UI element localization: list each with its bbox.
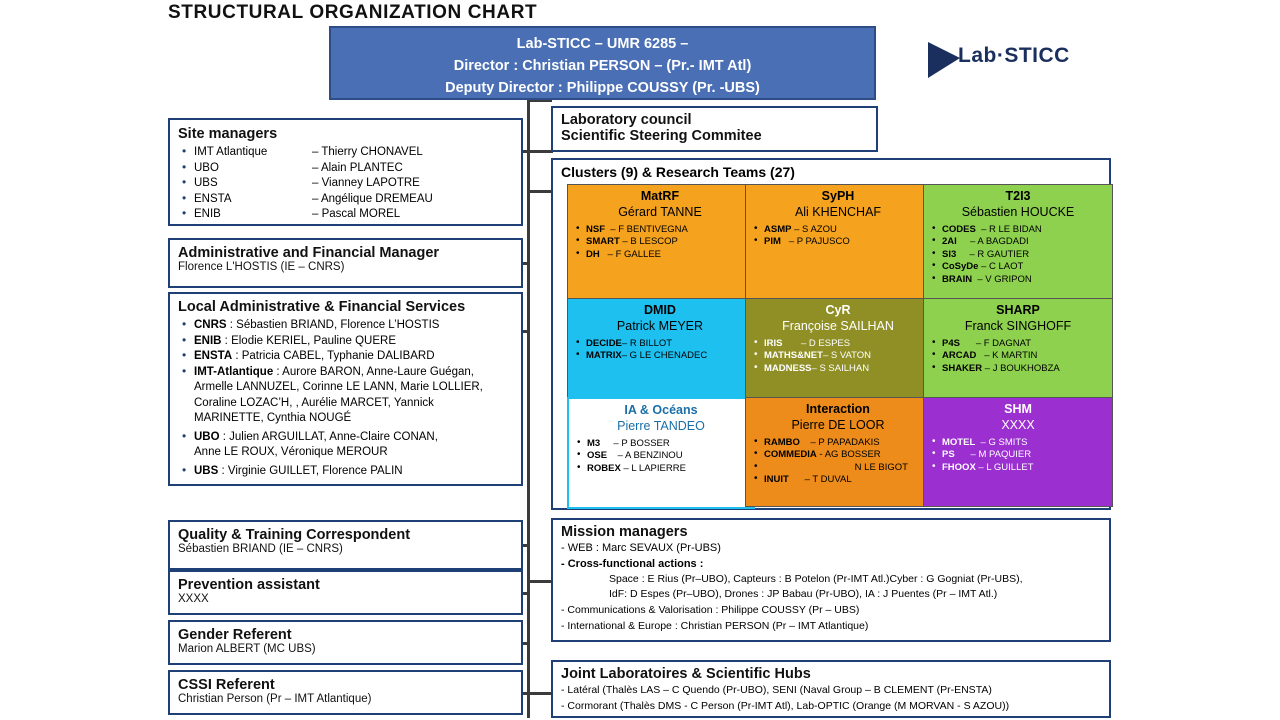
site-managers-box <box>168 118 523 226</box>
cluster-name: MatRF <box>640 189 680 203</box>
team-list <box>930 437 1106 474</box>
local-admin-list-3 <box>178 464 513 480</box>
joint-line: - Latéral (Thalès LAS – C Quendo (Pr-UBO), SENI (Naval Group – B CLEMENT (Pr-ENSTA) <box>561 684 992 696</box>
list-item: • IMT Atlantique – Thierry CHONAVEL <box>178 145 513 161</box>
cluster-card-sharp <box>923 298 1113 403</box>
team-list <box>574 224 746 261</box>
list-item: • N LE BIGOT <box>752 462 924 474</box>
cluster-card-t2i3 <box>923 184 1113 304</box>
list-item: • P4S – F DAGNAT <box>930 338 1106 350</box>
prevention-title: Prevention assistant <box>178 577 320 593</box>
cluster-name: CyR <box>825 303 851 317</box>
connector <box>523 544 529 547</box>
team-list <box>575 438 747 475</box>
top-management-box <box>329 26 876 100</box>
cluster-lead: Pierre TANDEO <box>617 419 705 433</box>
list-item: • CODES – R LE BIDAN <box>930 224 1106 236</box>
connector <box>527 580 553 583</box>
cluster-name: SHM <box>1004 402 1032 416</box>
quality-training-box <box>168 520 523 570</box>
cluster-lead: Sébastien HOUCKE <box>961 205 1075 219</box>
mission-line: IdF: D Espes (Pr–UBO), Drones : JP Babau (Pr-UBO), IA : J Puentes (Pr – IMT Atl.) <box>609 588 998 600</box>
connector <box>523 330 529 333</box>
list-item: • ROBEX – L LAPIERRE <box>575 463 747 475</box>
list-item: • 2AI – A BAGDADI <box>930 236 1106 248</box>
gender-referent-box <box>168 620 523 665</box>
team-list <box>752 224 924 249</box>
local-admin-title: Local Administrative & Financial Services <box>178 299 466 315</box>
list-item: • BRAIN – V GRIPON <box>930 274 1106 286</box>
cluster-card-cyr <box>745 298 931 403</box>
cluster-lead: XXXX <box>1001 418 1035 432</box>
prevention-name: XXXX <box>178 593 209 605</box>
cssi-referent-box <box>168 670 523 715</box>
cluster-lead: Patrick MEYER <box>616 319 704 333</box>
list-item: • PS – M PAQUIER <box>930 449 1106 461</box>
list-item: • RAMBO – P PAPADAKIS <box>752 437 924 449</box>
list-item: • MATRIX– G LE CHENADEC <box>574 350 746 362</box>
org-name: Lab-STICC – UMR 6285 – <box>516 36 689 52</box>
joint-laboratories-box <box>551 660 1111 718</box>
laboratory-council-box <box>551 106 878 152</box>
logo-text: Lab·STICC <box>958 44 1070 67</box>
connector <box>523 592 529 595</box>
joint-labs-title: Joint Laboratoires & Scientific Hubs <box>561 666 811 682</box>
connector <box>523 262 529 265</box>
list-item: • IRIS – D ESPES <box>752 338 924 350</box>
connector <box>523 150 553 153</box>
cluster-card-shm <box>923 397 1113 507</box>
cluster-name: T2I3 <box>1005 189 1031 203</box>
list-item: • ASMP – S AZOU <box>752 224 924 236</box>
mission-line: - Communications & Valorisation : Philippe COUSSY (Pr – UBS) <box>561 604 860 616</box>
cluster-card-dmid <box>567 298 753 403</box>
laboratory-council-title: Laboratory council <box>561 112 692 128</box>
mission-managers-box <box>551 518 1111 642</box>
cluster-card-matrf <box>567 184 753 304</box>
local-admin-cont: Armelle LANNUZEL, Corinne LE LANN, Marie LOLLIER, <box>194 381 483 393</box>
team-list <box>930 224 1106 286</box>
scientific-steering-title: Scientific Steering Commitee <box>561 128 762 144</box>
site-managers-title: Site managers <box>178 126 278 142</box>
cluster-card-interaction <box>745 397 931 507</box>
connector <box>523 692 553 695</box>
cluster-card-syph <box>745 184 931 304</box>
gender-title: Gender Referent <box>178 627 292 643</box>
cluster-name: IA & Océans <box>624 403 698 417</box>
quality-title: Quality & Training Correspondent <box>178 527 411 543</box>
list-item: • M3 – P BOSSER <box>575 438 747 450</box>
list-item: • UBO : Julien ARGUILLAT, Anne-Claire CONAN, <box>178 430 513 446</box>
list-item: • ENSTA : Patricia CABEL, Typhanie DALIBARD <box>178 349 513 365</box>
connector <box>527 190 553 193</box>
clusters-title: Clusters (9) & Research Teams (27) <box>561 164 795 180</box>
gender-name: Marion ALBERT (MC UBS) <box>178 643 316 655</box>
list-item: • UBS : Virginie GUILLET, Florence PALIN <box>178 464 513 480</box>
cluster-lead: Franck SINGHOFF <box>964 319 1072 333</box>
list-item: • ENSTA – Angélique DREMEAU <box>178 192 513 208</box>
local-admin-list <box>178 318 513 380</box>
list-item: • DECIDE– R BILLOT <box>574 338 746 350</box>
cluster-card-ia-oceans <box>567 397 755 509</box>
cluster-lead: Ali KHENCHAF <box>794 205 882 219</box>
list-item: • MADNESS– S SAILHAN <box>752 363 924 375</box>
mission-line: - WEB : Marc SEVAUX (Pr-UBS) <box>561 542 721 554</box>
cssi-title: CSSI Referent <box>178 677 275 693</box>
mission-managers-title: Mission managers <box>561 524 688 540</box>
team-list <box>752 338 924 375</box>
mission-line: Space : E Rius (Pr–UBO), Capteurs : B Potelon (Pr-IMT Atl.)Cyber : G Gogniat (Pr-UBS), <box>609 573 1023 585</box>
list-item: • FHOOX – L GUILLET <box>930 462 1106 474</box>
cssi-name: Christian Person (Pr – IMT Atlantique) <box>178 693 372 705</box>
clusters-box <box>551 158 1111 510</box>
team-list <box>930 338 1106 375</box>
team-list <box>752 437 924 487</box>
page-title: STRUCTURAL ORGANIZATION CHART <box>168 2 538 23</box>
list-item: • UBO – Alain PLANTEC <box>178 161 513 177</box>
mission-lines <box>561 540 1101 634</box>
cluster-lead: Gérard TANNE <box>618 205 702 219</box>
list-item: • ENIB : Elodie KERIEL, Pauline QUERE <box>178 334 513 350</box>
local-admin-cont: Anne LE ROUX, Véronique MEROUR <box>194 446 388 458</box>
mission-line: - International & Europe : Christian PERSON (Pr – IMT Atlantique) <box>561 620 869 632</box>
connector <box>523 642 529 645</box>
list-item: • PIM – P PAJUSCO <box>752 236 924 248</box>
admin-fin-title: Administrative and Financial Manager <box>178 245 440 261</box>
cluster-name: Interaction <box>806 402 870 416</box>
list-item: • CoSyDe – C LAOT <box>930 261 1106 273</box>
list-item: • IMT-Atlantique : Aurore BARON, Anne-Laure Guégan, <box>178 365 513 381</box>
deputy-director: Deputy Director : Philippe COUSSY (Pr. -UBS) <box>445 80 760 96</box>
local-admin-cont: MARINETTE, Cynthia NOUGÉ <box>194 412 352 424</box>
list-item: • INUIT – T DUVAL <box>752 474 924 486</box>
cluster-name: DMID <box>644 303 676 317</box>
director: Director : Christian PERSON – (Pr.- IMT Atl) <box>453 58 752 74</box>
list-item: • NSF – F BENTIVEGNA <box>574 224 746 236</box>
cluster-name: SHARP <box>996 303 1040 317</box>
administrative-financial-manager-box <box>168 238 523 288</box>
list-item: • SMART – B LESCOP <box>574 236 746 248</box>
list-item: • UBS – Vianney LAPOTRE <box>178 176 513 192</box>
list-item: • SHAKER – J BOUKHOBZA <box>930 363 1106 375</box>
list-item: • CNRS : Sébastien BRIAND, Florence L’HOSTIS <box>178 318 513 334</box>
list-item: • ENIB – Pascal MOREL <box>178 207 513 223</box>
list-item: • OSE – A BENZINOU <box>575 450 747 462</box>
mission-line: - Cross-functional actions : <box>561 558 704 570</box>
cluster-lead: Pierre DE LOOR <box>791 418 885 432</box>
list-item: • SI3 – R GAUTIER <box>930 249 1106 261</box>
prevention-assistant-box <box>168 570 523 615</box>
local-admin-services-box <box>168 292 523 486</box>
cluster-lead: Françoise SAILHAN <box>782 319 894 333</box>
local-admin-list-2 <box>178 430 513 446</box>
quality-name: Sébastien BRIAND (IE – CNRS) <box>178 543 343 555</box>
list-item: • MATHS&NET– S VATON <box>752 350 924 362</box>
list-item: • COMMEDIA - AG BOSSER <box>752 449 924 461</box>
local-admin-cont: Coraline LOZAC’H, , Aurélie MARCET, Yannick <box>194 396 434 409</box>
list-item: • MOTEL – G SMITS <box>930 437 1106 449</box>
team-list <box>574 338 746 363</box>
list-item: • DH – F GALLEE <box>574 249 746 261</box>
lab-sticc-logo <box>920 28 1070 88</box>
admin-fin-name: Florence L'HOSTIS (IE – CNRS) <box>178 261 345 273</box>
site-managers-list <box>178 145 513 223</box>
list-item: • ARCAD – K MARTIN <box>930 350 1106 362</box>
cluster-name: SyPH <box>821 189 855 203</box>
joint-line: - Cormorant (Thalès DMS - C Person (Pr-IMT Atl), Lab-OPTIC (Orange (M MORVAN - S AZOU)) <box>561 700 1010 712</box>
